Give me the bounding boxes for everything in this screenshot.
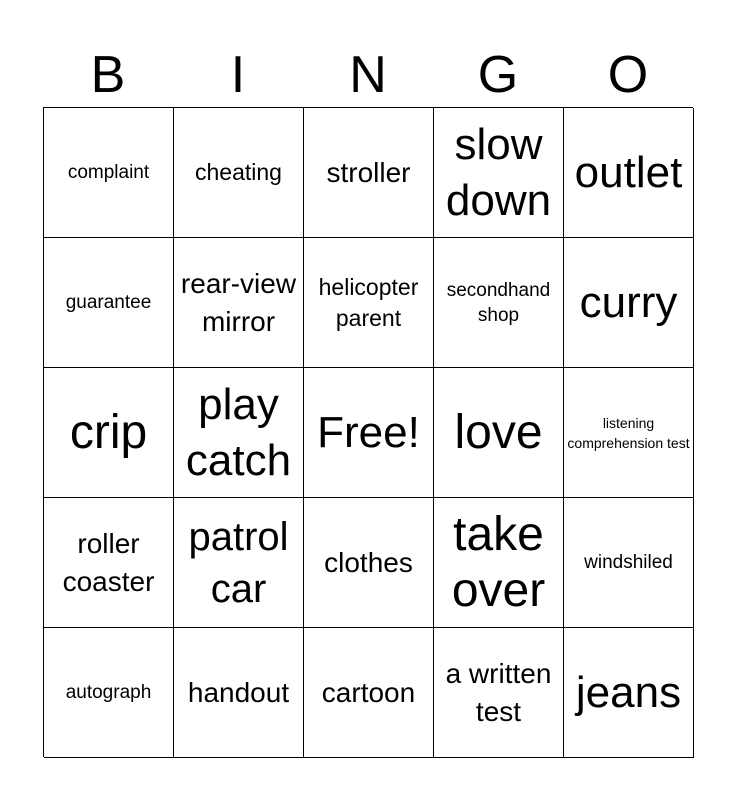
cell-text: crip [69, 405, 148, 459]
bingo-cell[interactable] [434, 628, 564, 758]
cell-text: cheating [195, 159, 282, 185]
bingo-cell[interactable] [44, 368, 174, 498]
cell-text: windshiled [584, 552, 673, 573]
bingo-cell[interactable] [564, 238, 694, 368]
cell-text: outlet [574, 147, 683, 197]
cell-text: handout [187, 676, 290, 708]
bingo-cell[interactable] [304, 108, 434, 238]
cell-text: listening comprehension test [567, 414, 690, 451]
bingo-cell[interactable] [44, 108, 174, 238]
bingo-board [43, 107, 693, 757]
cell-text: jeans [575, 667, 682, 717]
cell-text: roller coaster [62, 527, 155, 597]
cell-text: cartoon [321, 676, 416, 708]
cell-text: helicopter parent [318, 273, 419, 331]
cell-text: take over [451, 507, 546, 617]
bingo-cell[interactable] [174, 108, 304, 238]
cell-text: stroller [326, 156, 411, 188]
bingo-cell[interactable] [304, 238, 434, 368]
cell-text: patrol car [188, 514, 289, 611]
bingo-cell[interactable] [434, 498, 564, 628]
bingo-cell[interactable] [434, 368, 564, 498]
header-letter-g: G [477, 46, 519, 104]
bingo-cell[interactable] [304, 628, 434, 758]
cell-text: slow down [445, 119, 552, 225]
bingo-cell[interactable] [564, 108, 694, 238]
header-letter-o: O [607, 46, 649, 104]
bingo-cell[interactable] [564, 368, 694, 498]
cell-text: autograph [65, 682, 152, 703]
bingo-cell[interactable] [44, 498, 174, 628]
bingo-cell[interactable] [304, 498, 434, 628]
cell-text: guarantee [65, 292, 152, 313]
header-letter-b: B [90, 46, 126, 104]
cell-text: play catch [185, 379, 292, 485]
cell-text: rear-view mirror [180, 267, 297, 337]
bingo-cell[interactable] [174, 238, 304, 368]
bingo-cell[interactable] [174, 498, 304, 628]
cell-text: a written test [445, 657, 552, 727]
cell-text: curry [579, 277, 678, 327]
bingo-cell[interactable] [174, 628, 304, 758]
cell-text: secondhand shop [446, 279, 551, 326]
bingo-cell[interactable] [434, 238, 564, 368]
bingo-cell[interactable] [564, 628, 694, 758]
bingo-cell[interactable] [174, 368, 304, 498]
bingo-cell[interactable] [44, 628, 174, 758]
header-letter-n: N [349, 46, 387, 104]
bingo-header [43, 44, 693, 106]
bingo-cell[interactable] [434, 108, 564, 238]
bingo-cell[interactable] [564, 498, 694, 628]
cell-text: clothes [324, 546, 413, 578]
free-space[interactable] [304, 368, 434, 498]
header-letter-i: I [230, 46, 246, 104]
cell-text: Free! [317, 407, 420, 457]
cell-text: love [454, 405, 543, 459]
bingo-cell[interactable] [44, 238, 174, 368]
cell-text: complaint [67, 162, 150, 183]
